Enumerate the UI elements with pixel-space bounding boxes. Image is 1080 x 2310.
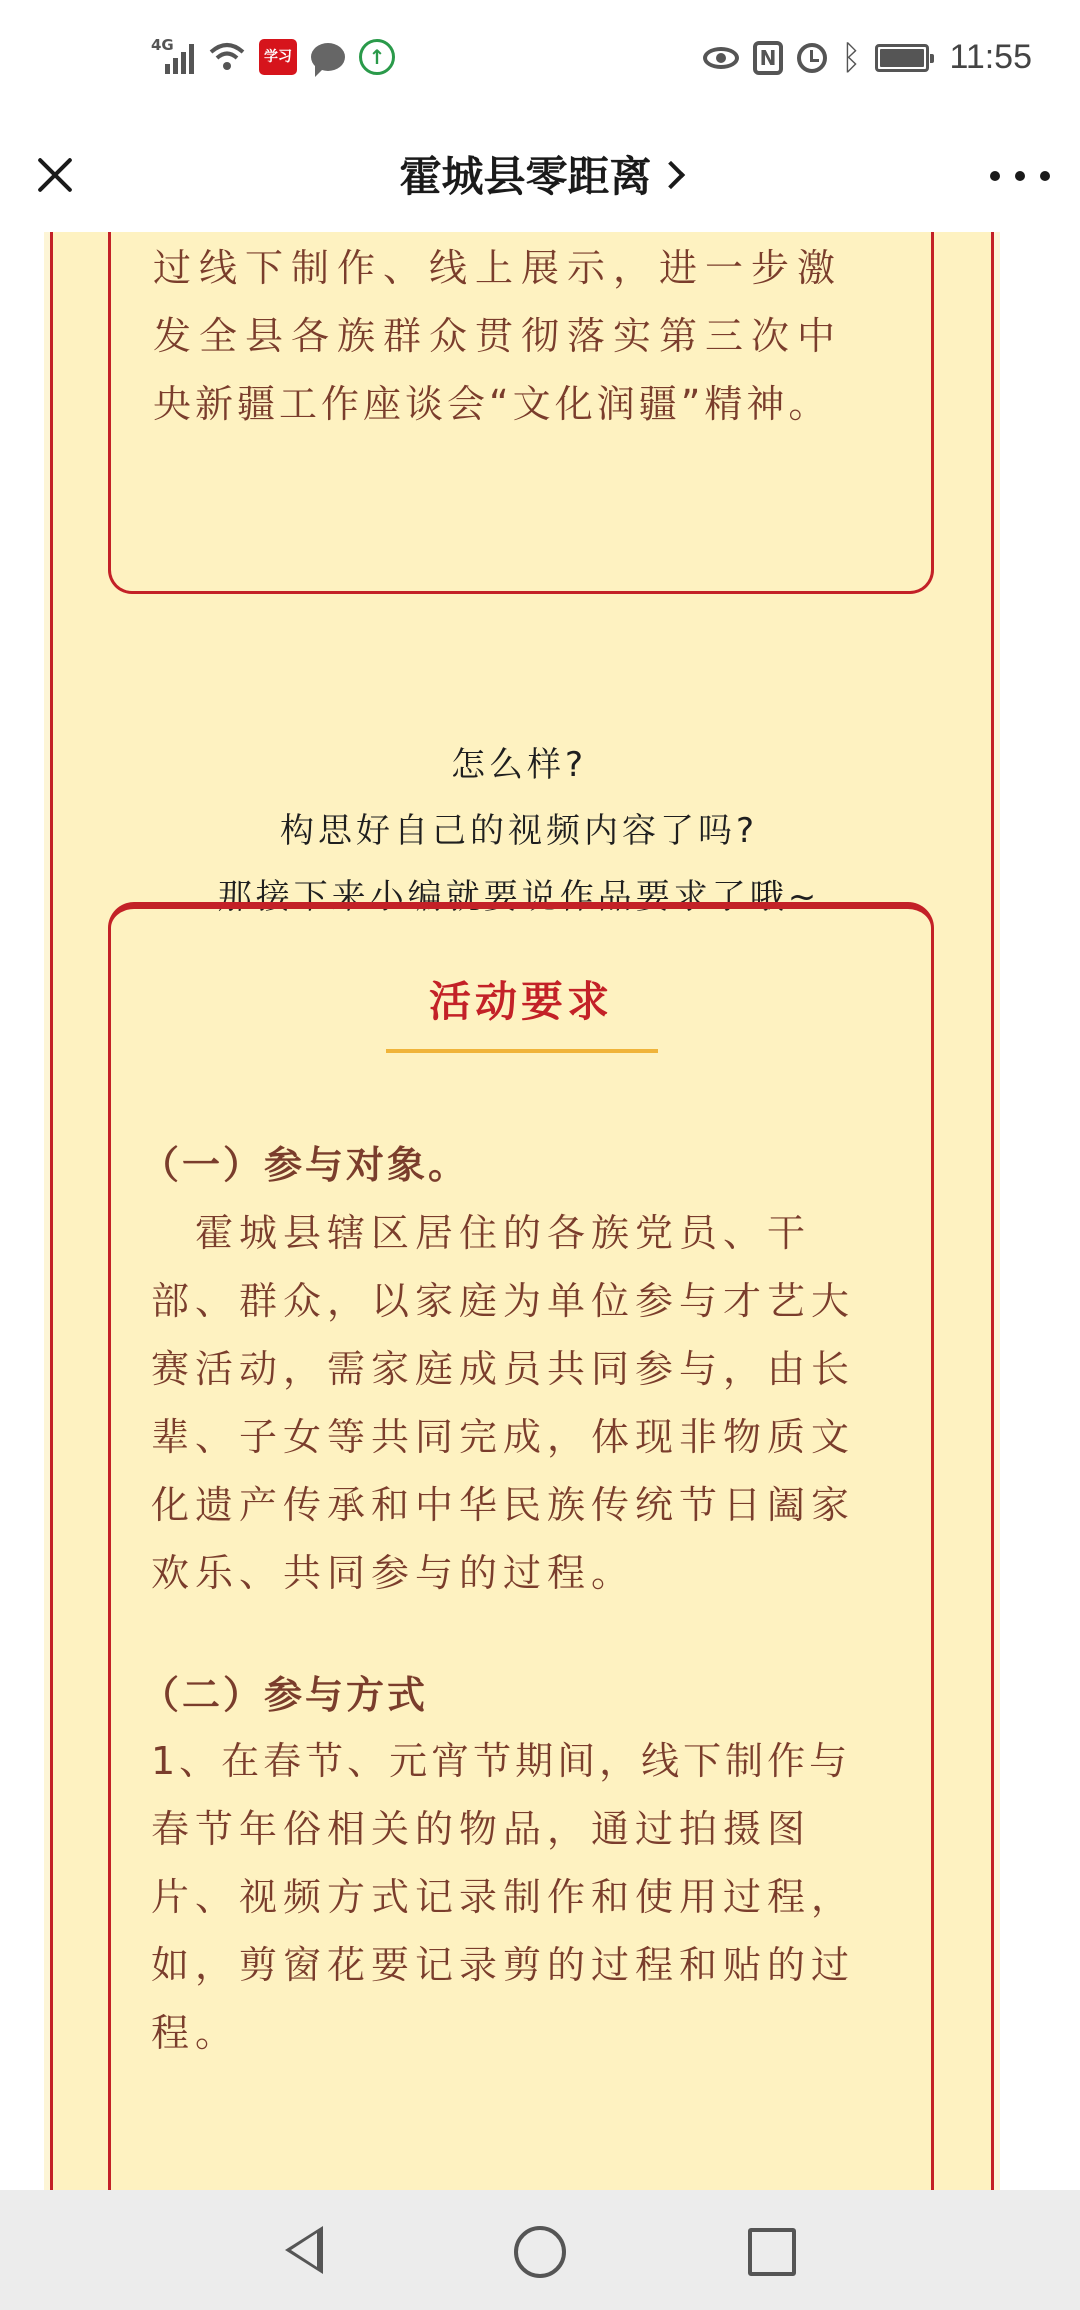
title-link[interactable] bbox=[0, 144, 1080, 204]
intro-line: 过线下制作、线上展示，进一步激 bbox=[153, 246, 844, 290]
message-icon bbox=[311, 43, 345, 71]
title-underline bbox=[386, 1049, 658, 1053]
article-paper bbox=[50, 232, 994, 2190]
section2-paragraph: 1、在春节、元宵节期间，线下制作与 春节年俗相关的物品，通过拍摄图 片、视频方式记录制作和使用过程， 如，剪窗花要记录剪的过程和贴的过 程。 bbox=[151, 1739, 856, 2055]
signal-icon bbox=[151, 36, 193, 76]
article-content[interactable] bbox=[0, 232, 1080, 2190]
mid-line: 那接下来小编就要说作品要求了哦~ bbox=[217, 877, 821, 917]
status-bar bbox=[0, 0, 1080, 120]
intro-text bbox=[153, 232, 913, 438]
chevron-right-icon bbox=[656, 161, 684, 189]
intro-box bbox=[108, 232, 934, 594]
clock: 11:55 bbox=[949, 38, 1032, 76]
upload-icon: ↑ bbox=[359, 39, 395, 75]
more-icon[interactable] bbox=[990, 158, 1050, 194]
section1-heading: （一）参与对象。 bbox=[141, 1143, 470, 1187]
intro-line: 发全县各族群众贯彻落实第三次中 bbox=[153, 314, 844, 358]
battery-icon bbox=[875, 44, 929, 72]
eye-icon bbox=[703, 47, 739, 69]
mid-line: 怎么样? bbox=[450, 745, 588, 785]
nfc-icon: N bbox=[753, 41, 783, 75]
alarm-icon bbox=[797, 43, 827, 73]
title-bar bbox=[0, 120, 1080, 233]
page-title: 霍城县零距离 bbox=[399, 152, 652, 201]
wifi-icon bbox=[207, 38, 245, 76]
back-icon[interactable] bbox=[285, 2226, 323, 2274]
recent-apps-icon[interactable] bbox=[748, 2228, 796, 2276]
study-app-icon: 学习 bbox=[259, 39, 297, 75]
status-right bbox=[703, 38, 1032, 77]
status-left bbox=[151, 36, 395, 76]
mid-line: 构思好自己的视频内容了吗? bbox=[279, 811, 759, 851]
navigation-bar bbox=[0, 2190, 1080, 2310]
section1-paragraph: 霍城县辖区居住的各族党员、干 部、群众，以家庭为单位参与才艺大 赛活动，需家庭成员共同参与，由长 辈、子女等共同完成，体现非物质文 化遗产传承和中华民族传统节日阖家 欢乐、共同参与的过程。 bbox=[151, 1211, 856, 1595]
intro-line: 央新疆工作座谈会“文化润疆”精神。 bbox=[153, 382, 831, 426]
mid-text bbox=[53, 732, 985, 930]
home-icon[interactable] bbox=[514, 2226, 566, 2278]
network-type: 4G bbox=[151, 36, 174, 54]
requirements-box bbox=[108, 902, 934, 2190]
bluetooth-icon: ᛒ bbox=[841, 37, 862, 78]
section-title: 活动要求 bbox=[428, 977, 613, 1026]
section2-heading: （二）参与方式 bbox=[141, 1673, 429, 1717]
